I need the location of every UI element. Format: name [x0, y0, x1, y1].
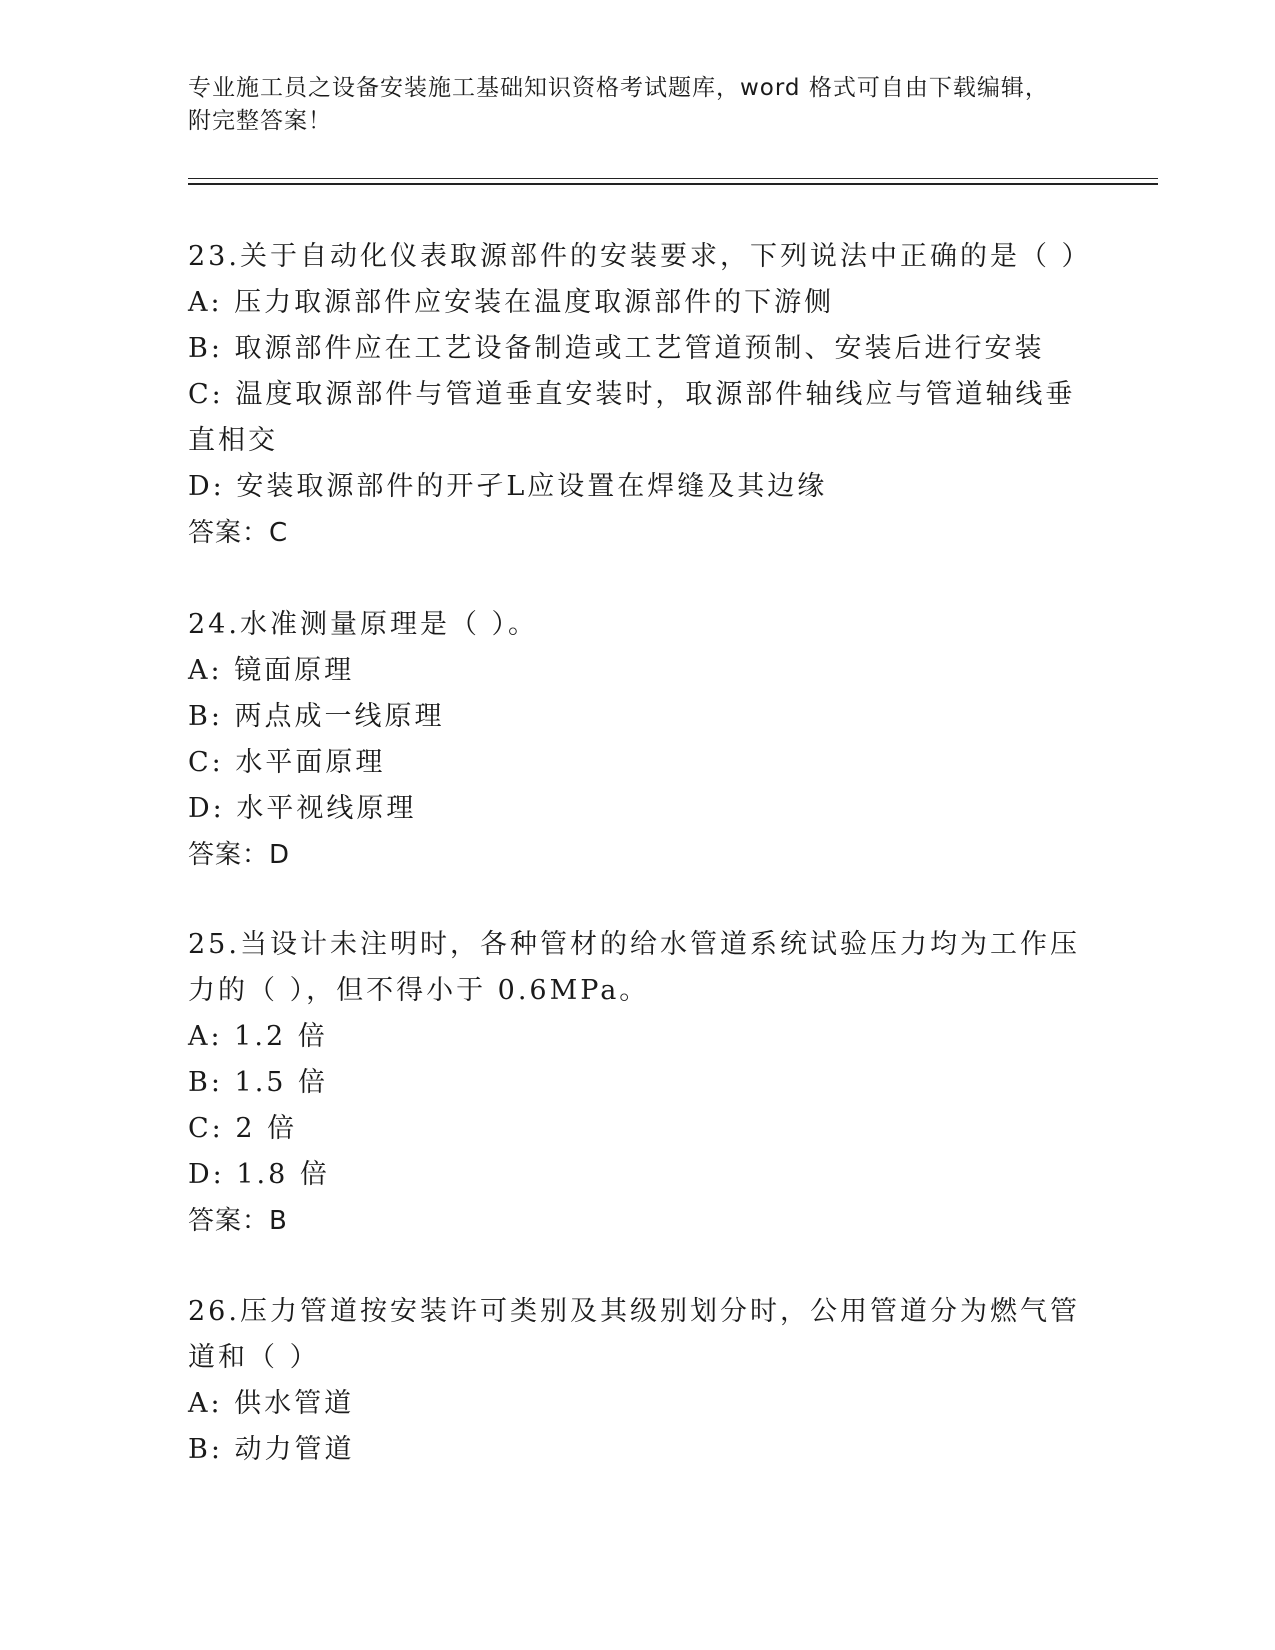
option-c: C: 温度取源部件与管道垂直安装时，取源部件轴线应与管道轴线垂直相交	[188, 379, 1076, 456]
option-b: B: 1.5 倍	[188, 1067, 329, 1098]
question-26	[188, 1289, 1088, 1473]
option-a: A: 供水管道	[188, 1388, 355, 1419]
answer-label: 答案：D	[188, 840, 291, 870]
answer-label: 答案：B	[188, 1206, 288, 1236]
option-a: A: 1.2 倍	[188, 1021, 328, 1052]
option-a: A: 压力取源部件应安装在温度取源部件的下游侧	[188, 287, 835, 318]
option-b: B: 动力管道	[188, 1434, 355, 1465]
header-line-1: 专业施工员之设备安装施工基础知识资格考试题库，word 格式可自由下载编辑，	[188, 75, 1049, 101]
option-d: D: 水平视线原理	[188, 793, 417, 824]
header-divider-thick	[188, 183, 1158, 185]
option-b: B: 两点成一线原理	[188, 701, 445, 732]
header-line-2: 附完整答案！	[188, 108, 332, 134]
question-25	[188, 922, 1088, 1244]
option-d: D: 安装取源部件的开孑L应设置在焊缝及其边缘	[188, 471, 828, 502]
option-c: C: 水平面原理	[188, 747, 386, 778]
header-divider-thin	[188, 178, 1158, 179]
document-header	[188, 72, 1068, 138]
answer-label: 答案：C	[188, 518, 289, 548]
option-a: A: 镜面原理	[188, 655, 355, 686]
option-b: B: 取源部件应在工艺设备制造或工艺管道预制、安装后进行安装	[188, 333, 1045, 364]
question-23	[188, 234, 1092, 556]
question-24	[188, 602, 1088, 878]
question-stem: 26.压力管道按安装许可类别及其级别划分时，公用管道分为燃气管道和（ ）	[188, 1296, 1080, 1373]
question-stem: 23.关于自动化仪表取源部件的安装要求，下列说法中正确的是（ ）	[188, 241, 1092, 272]
option-c: C: 2 倍	[188, 1113, 298, 1144]
option-d: D: 1.8 倍	[188, 1159, 330, 1190]
question-stem: 25.当设计未注明时，各种管材的给水管道系统试验压力均为工作压力的（ ），但不得小于 0.6MPa。	[188, 929, 1080, 1006]
question-stem: 24.水准测量原理是（ ）。	[188, 609, 539, 640]
